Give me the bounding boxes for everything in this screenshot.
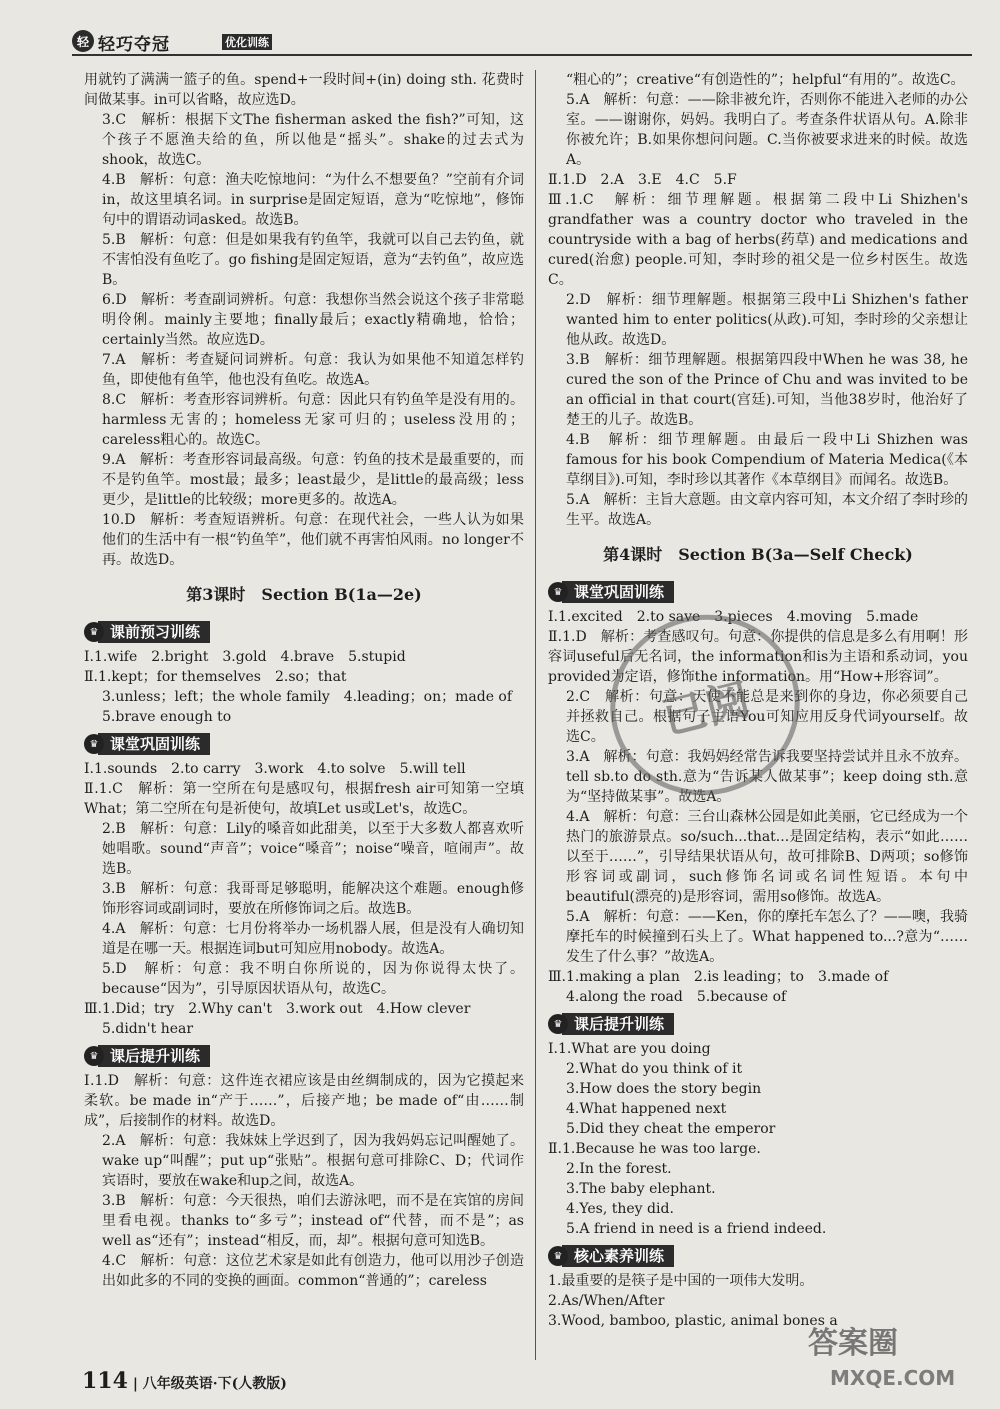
left-column [84, 70, 524, 1291]
in-class-answers [84, 759, 524, 1039]
answer-line: Ⅲ.1.C 解析：细节理解题。根据第二段中Li Shizhen's grandfather was a country doctor who traveled in the countryside with a bag of herbs(药草) and medications and cured(治愈) people.可知，李时珍的祖父是一位乡村医生。故选C。 [548, 192, 968, 288]
header-rule [72, 54, 972, 56]
answer-line: 7.A 解析：考查疑问词辨析。句意：我认为如果他不知道怎样钓鱼，即使他有鱼竿，他也没有鱼吃。故选A。 [102, 352, 524, 388]
core-answers [548, 1271, 968, 1331]
section-bar: ♛ 课后提升训练 [548, 1013, 674, 1035]
crown-icon: ♛ [84, 734, 104, 754]
answer-line: 4.A 解析：句意：三台山森林公园是如此美丽，它已经成为一个热门的旅游景点。so/such...that...是固定结构，表示“如此……以至于……”，引导结果状语从句，故可排除B、D两项；so修饰形容词或副词，such修饰名词或名词性短语。本句中beautiful(漂亮的)是形容词，需用so修饰。故选A。 [566, 809, 968, 905]
answer-line: 5.didn't hear [102, 1021, 194, 1037]
brand-logo-icon: 轻 [72, 30, 94, 52]
answer-line: 3.The baby elephant. [566, 1181, 716, 1197]
page-number: 114 [82, 1368, 128, 1394]
answer-line: 2.What do you think of it [566, 1061, 743, 1077]
answer-line: 5.Did they cheat the emperor [566, 1121, 776, 1137]
answer-line: Ⅰ.1.sounds 2.to carry 3.work 4.to solve 5.will tell [84, 761, 466, 777]
section-bar: ♛ 课后提升训练 [84, 1045, 210, 1067]
crown-icon: ♛ [548, 1246, 568, 1266]
right-answers [548, 70, 968, 530]
review-stamp: 已阅 [591, 595, 819, 816]
answer-line: 5.D 解析：句意：我不明白你所说的，因为你说得太快了。because“因为”，引导原因状语从句，故选C。 [102, 961, 524, 997]
answer-line: Ⅱ.1.kept；for themselves 2.so；that [84, 669, 347, 685]
answer-line: 3.B 解析：细节理解题。根据第四段中When he was 38, he cured the son of the Prince of Chu and was invited to be an official in that court(宫廷).可知，当他38岁时，他治好了楚王的儿子。故选B。 [566, 352, 968, 428]
section-bar: ♛ 课堂巩固训练 [548, 581, 674, 603]
lesson-title: 第4课时 Section B(3a—Self Check) [603, 545, 913, 564]
answer-line: 8.C 解析：考查形容词辨析。句意：因此只有钓鱼竿是没有用的。harmless无害的；homeless无家可归的；useless没用的；careless粗心的。故选C。 [102, 392, 524, 448]
answer-line: Ⅱ.1.Because he was too large. [548, 1141, 761, 1157]
book-title: 八年级英语·下(人教版) [142, 1376, 287, 1392]
answer-line: Ⅲ.1.making a plan 2.is leading；to 3.made of [548, 969, 889, 985]
after-class-answers [84, 1071, 524, 1291]
page-footer [82, 1368, 287, 1394]
answer-line: Ⅱ.1.C 解析：第一空所在句是感叹句，根据fresh air可知第一空填What；第二空所在句是祈使句，故填Let us或Let's，故选C。 [84, 781, 524, 817]
answer-line: 9.A 解析：考查形容词最高级。句意：钓鱼的技术是最重要的，而不是钓鱼竿。most最；最多；least最少，是little的最高级；less更少，是little的比较级；more更多的。故选A。 [102, 452, 524, 508]
answer-line: 4.Yes, they did. [566, 1201, 674, 1217]
crown-icon: ♛ [84, 1046, 104, 1066]
answer-line: 2.B 解析：句意：Lily的嗓音如此甜美，以至于大多数人都喜欢听她唱歌。sound“声音”；voice“嗓音”；noise“噪音，喧闹声”。故选B。 [102, 821, 524, 877]
answer-line: 5.A 解析：句意：——Ken，你的摩托车怎么了？——噢，我骑摩托车的时候撞到石头上了。What happened to...?意为“……发生了什么事？”故选A。 [566, 909, 968, 965]
section-bar: ♛ 核心素养训练 [548, 1245, 674, 1267]
answer-line: 4.along the road 5.because of [566, 989, 787, 1005]
answer-line: 2.In the forest. [566, 1161, 672, 1177]
answer-line: 2.C 解析：句意：天使不能总是来到你的身边，你必须要自己并拯救自己。根据句子主语You可知应用反身代词yourself。故选C。 [566, 689, 968, 745]
answer-line: 3.unless；left；the whole family 4.leading；on；made of [102, 689, 513, 705]
answer-line: 4.What happened next [566, 1101, 727, 1117]
answer-line: Ⅱ.1.D 2.A 3.E 4.C 5.F [548, 172, 737, 188]
answer-line: 1.最重要的是筷子是中国的一项伟大发明。 [548, 1273, 814, 1289]
after-class-answers-2 [548, 1039, 968, 1239]
brand-subtitle: 优化训练 [222, 34, 272, 50]
answer-line: 10.D 解析：考查短语辨析。句意：在现代社会，一些人认为如果他们的生活中有一根“钓鱼竿”，他们就不再害怕风雨。no longer不再。故选D。 [102, 512, 524, 568]
crown-icon: ♛ [548, 582, 568, 602]
answer-line: 4.B 解析：细节理解题。由最后一段中Li Shizhen was famous for his book Compendium of Materia Medica(《本草纲目》).可知，李时珍以其著作《本草纲目》而闻名。故选B。 [566, 432, 968, 488]
answer-line: 4.B 解析：句意：渔夫吃惊地问：“为什么不想要鱼？”空前有介词in，故这里填名词。in surprise是固定短语，意为“吃惊地”，修饰句中的谓语动词asked。故选B。 [102, 172, 524, 228]
answer-line: 5.B 解析：句意：但是如果我有钓鱼竿，我就可以自己去钓鱼，就不害怕没有鱼吃了。go fishing是固定短语，意为“去钓鱼”，故应选B。 [102, 232, 524, 288]
watermark-text: 答案圈 [808, 1326, 898, 1361]
answer-line: 3.A 解析：句意：我妈妈经常告诉我要坚持尝试并且永不放弃。tell sb.to do sth.意为“告诉某人做某事”；keep doing sth.意为“坚持做某事”。故选A。 [566, 749, 968, 805]
answer-line: 2.D 解析：细节理解题。根据第三段中Li Shizhen's father wanted him to enter politics(从政).可知，李时珍的父亲想让他从政。故选D。 [566, 292, 968, 348]
section-bar: ♛ 课堂巩固训练 [84, 733, 210, 755]
left-answers [84, 70, 524, 570]
answer-line: Ⅰ.1.wife 2.bright 3.gold 4.brave 5.stupid [84, 649, 406, 665]
answer-line: 6.D 解析：考查副词辨析。句意：我想你当然会说这个孩子非常聪明伶俐。mainly主要地；finally最后；exactly精确地，恰恰；certainly当然。故应选D。 [102, 292, 524, 348]
answer-line: 3.B 解析：句意：今天很热，咱们去游泳吧，而不是在宾馆的房间里看电视。thanks to“多亏”；instead of“代替，而不是”；as well as“还有”；instead“相反，而，却”。根据句意可知选B。 [102, 1193, 524, 1249]
pre-class-answers [84, 647, 524, 727]
answer-line: Ⅰ.1.D 解析：句意：这件连衣裙应该是由丝绸制成的，因为它摸起来柔软。be made in“产于……”，后接产地；be made of“由……制成”，后接制作的材料。故选D。 [84, 1073, 524, 1129]
brand-title: 轻巧夺冠 [98, 35, 170, 55]
answer-line: 3.C 解析：根据下文The fisherman asked the fish?”可知，这个孩子不愿渔夫给的鱼，所以他是“摇头”。shake的过去式为shook，故选C。 [102, 112, 524, 168]
page-header [72, 26, 972, 56]
answer-line: 4.A 解析：句意：七月份将举办一场机器人展，但是没有人确切知道是在哪一天。根据连词but可知应用nobody。故选A。 [102, 921, 524, 957]
watermark-url: MXQE.COM [830, 1366, 956, 1390]
answer-line: 4.C 解析：句意：这位艺术家是如此有创造力，他可以用沙子创造出如此多的不同的变换的画面。common“普通的”；careless [102, 1253, 524, 1289]
column-divider [535, 70, 536, 1360]
crown-icon: ♛ [84, 622, 104, 642]
footer-separator: | [132, 1376, 138, 1392]
answer-line: 3.B 解析：句意：我哥哥足够聪明，能解决这个难题。enough修饰形容词或副词时，要放在所修饰词之后。故选B。 [102, 881, 524, 917]
answer-line: 2.As/When/After [548, 1293, 665, 1309]
answer-line: Ⅰ.1.excited 2.to save 3.pieces 4.moving 5.made [548, 609, 919, 625]
crown-icon: ♛ [548, 1014, 568, 1034]
answer-line: 5.A 解析：主旨大意题。由文章内容可知，本文介绍了李时珍的生平。故选A。 [566, 492, 968, 528]
answer-line: 用就钓了满满一篮子的鱼。spend+一段时间+(in) doing sth. 花费时间做某事。in可以省略，故应选D。 [84, 72, 524, 108]
answer-line: Ⅱ.1.D 解析：考查感叹句。句意：你提供的信息是多么有用啊！形容词useful后无名词，the information和is为主语和系动词，you provided为定语，修饰the information。用“How+形容词”。 [548, 629, 968, 685]
answer-line: 3.How does the story begin [566, 1081, 762, 1097]
lesson-title: 第3课时 Section B(1a—2e) [186, 585, 422, 604]
answer-line: Ⅰ.1.What are you doing [548, 1041, 711, 1057]
answer-line: 5.brave enough to [102, 709, 232, 725]
answer-line: 3.Wood, bamboo, plastic, animal bones a [548, 1313, 838, 1329]
answer-line: Ⅲ.1.Did；try 2.Why can't 3.work out 4.How clever [84, 1001, 471, 1017]
section-bar: ♛ 课前预习训练 [84, 621, 210, 643]
answer-line: “粗心的”；creative“有创造性的”；helpful“有用的”。故选C。 [566, 72, 965, 88]
answer-line: 2.A 解析：句意：我妹妹上学迟到了，因为我妈妈忘记叫醒她了。wake up“叫醒”；put up“张贴”。根据句意可排除C、D；代词作宾语时，要放在wake和up之间，故选A。 [102, 1133, 524, 1189]
answer-line: 5.A friend in need is a friend indeed. [566, 1221, 827, 1237]
answer-line: 5.A 解析：句意：——除非被允许，否则你不能进入老师的办公室。——谢谢你，妈妈。我明白了。考查条件状语从句。A.除非你被允许；B.如果你想问问题。C.当你被要求进来的时候。故选A。 [566, 92, 968, 168]
